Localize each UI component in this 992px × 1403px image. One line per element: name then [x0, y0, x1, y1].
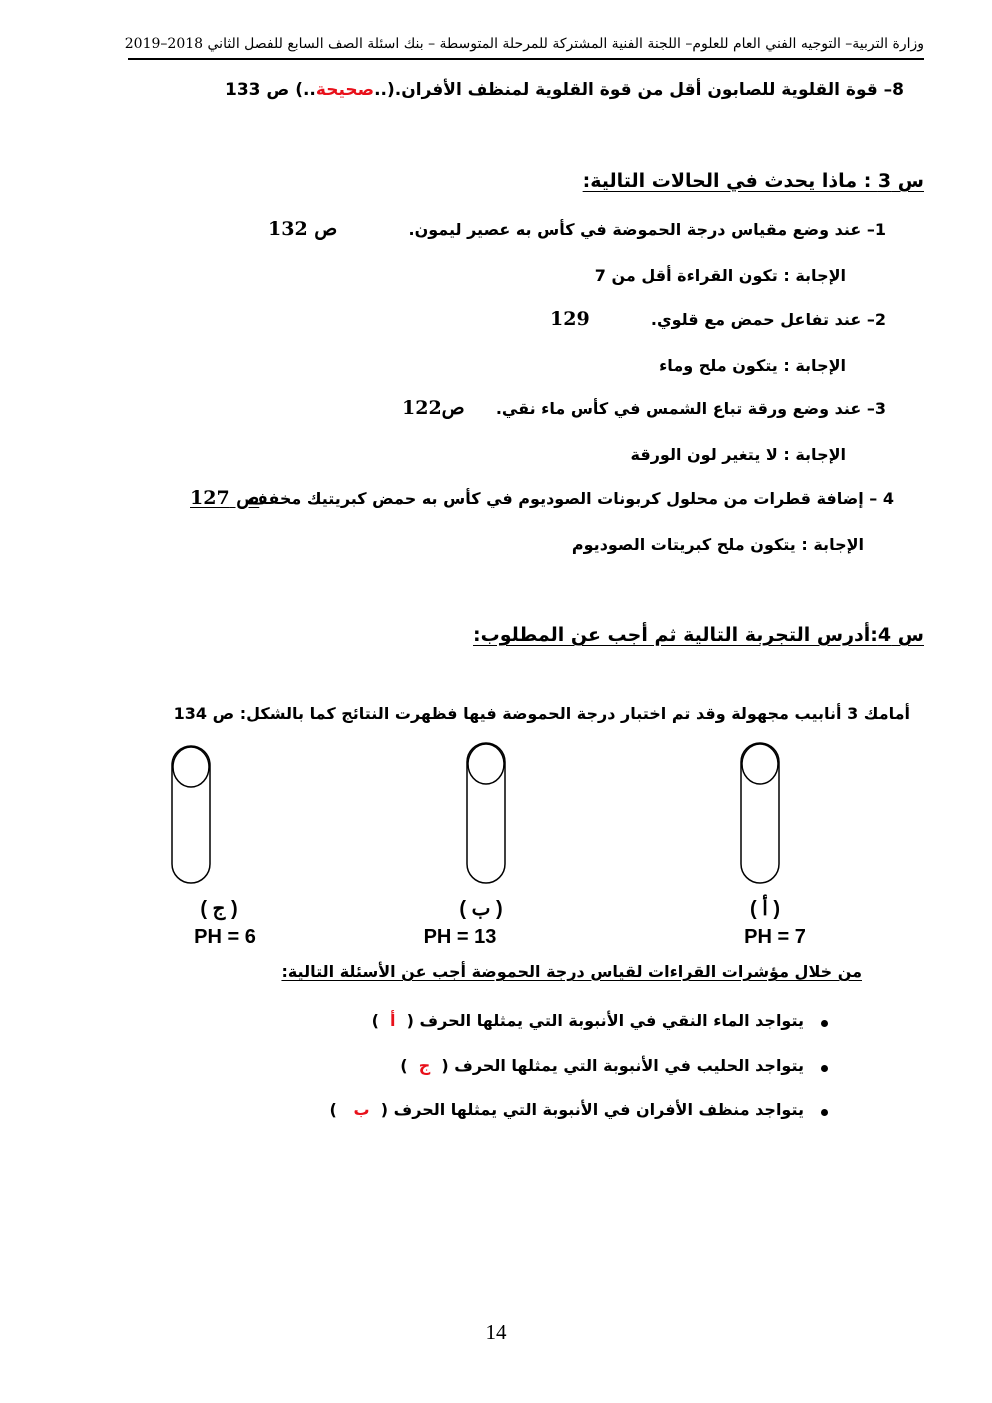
bullet-close: ): [371, 1011, 379, 1030]
tube-a-ph: PH = 7: [744, 926, 806, 948]
bullet-dot-icon: [821, 1109, 828, 1116]
tube-c-icon: [171, 745, 211, 884]
page-number: 14: [485, 1320, 507, 1344]
tube-a-label: ( أ ): [750, 898, 780, 920]
bullet-dot-icon: [821, 1065, 828, 1072]
q3-heading: س 3 : ماذا يحدث في الحالات التالية:: [582, 170, 924, 192]
tube-a-icon: [740, 742, 780, 884]
page-header: وزارة التربية– التوجيه الفني العام للعلوم– اللجنة الفنية المشتركة للمرحلة المتوسطة – بنك اسئلة الصف السابع للفصل الثاني 2018–2019: [124, 36, 924, 52]
q3-item-3-answer: الإجابة : لا يتغير لون الورقة: [630, 445, 846, 464]
bullet-item: [330, 1100, 804, 1119]
bullet-text: يتواجد الماء النقي في الأنبوبة التي يمثلها الحرف (: [406, 1011, 804, 1030]
q3-item-1-page: ص 132: [268, 218, 338, 240]
q3-item-3-question: 3– عند وضع ورقة تباع الشمس في كأس ماء نقي.: [495, 399, 886, 418]
item-8-answer: صحيحة: [315, 80, 375, 100]
q3-item-2-question: 2– عند تفاعل حمض مع قلوي.: [650, 310, 886, 329]
q3-item-4-page: ص 127: [190, 487, 260, 509]
item-8: [225, 80, 904, 100]
tube-b-ph: PH = 13: [423, 926, 497, 948]
bullet-answer: أ: [390, 1011, 396, 1030]
q3-item-2-answer: الإجابة : يتكون ملح وماء: [659, 356, 846, 375]
q3-item-2-page: 129: [550, 308, 590, 330]
bullet-item: [400, 1056, 804, 1075]
header-rule: [128, 58, 924, 60]
q3-item-1-question: 1– عند وضع مقياس درجة الحموضة في كأس به عصير ليمون.: [408, 220, 886, 239]
bullet-answer: ب: [353, 1100, 370, 1119]
q3-item-3-page: ص122: [402, 397, 465, 419]
tube-b-icon: [466, 742, 506, 884]
bullet-close: ): [400, 1056, 408, 1075]
bullet-text: يتواجد الحليب في الأنبوبة التي يمثلها الحرف (: [441, 1056, 804, 1075]
bullet-answer: ج: [418, 1056, 431, 1075]
bullet-close: ): [329, 1100, 337, 1119]
item-8-text-before: 8– قوة القلوية للصابون أقل من قوة القلوية لمنظف الأفران.(..: [374, 80, 904, 100]
q4-heading: س 4:أدرس التجربة التالية ثم أجب عن المطلوب:: [473, 624, 924, 646]
q3-item-4-question: 4 – إضافة قطرات من محلول كربونات الصوديوم في كأس به حمض كبريتيك مخفف: [249, 489, 894, 508]
item-8-text-after: ..) ص 133: [225, 80, 316, 100]
bullet-text: يتواجد منظف الأفران في الأنبوبة التي يمثلها الحرف (: [380, 1100, 804, 1119]
q3-item-1-answer: الإجابة : تكون القراءة أقل من 7: [594, 266, 846, 285]
tube-c-label: ( ج ): [200, 898, 238, 920]
q4-intro: أمامك 3 أنابيب مجهولة وقد تم اختبار درجة الحموضة فيها فظهرت النتائج كما بالشكل: ص 134: [173, 704, 910, 723]
bullet-item: [372, 1011, 804, 1030]
tube-c-ph: PH = 6: [194, 926, 256, 948]
q3-item-4-answer: الإجابة : يتكون ملح كبريتات الصوديوم: [571, 535, 864, 554]
bullet-dot-icon: [821, 1020, 828, 1027]
q4-subheading: من خلال مؤشرات القراءات لقياس درجة الحموضة أجب عن الأسئلة التالية:: [281, 962, 862, 981]
tube-b-label: ( ب ): [459, 898, 503, 920]
